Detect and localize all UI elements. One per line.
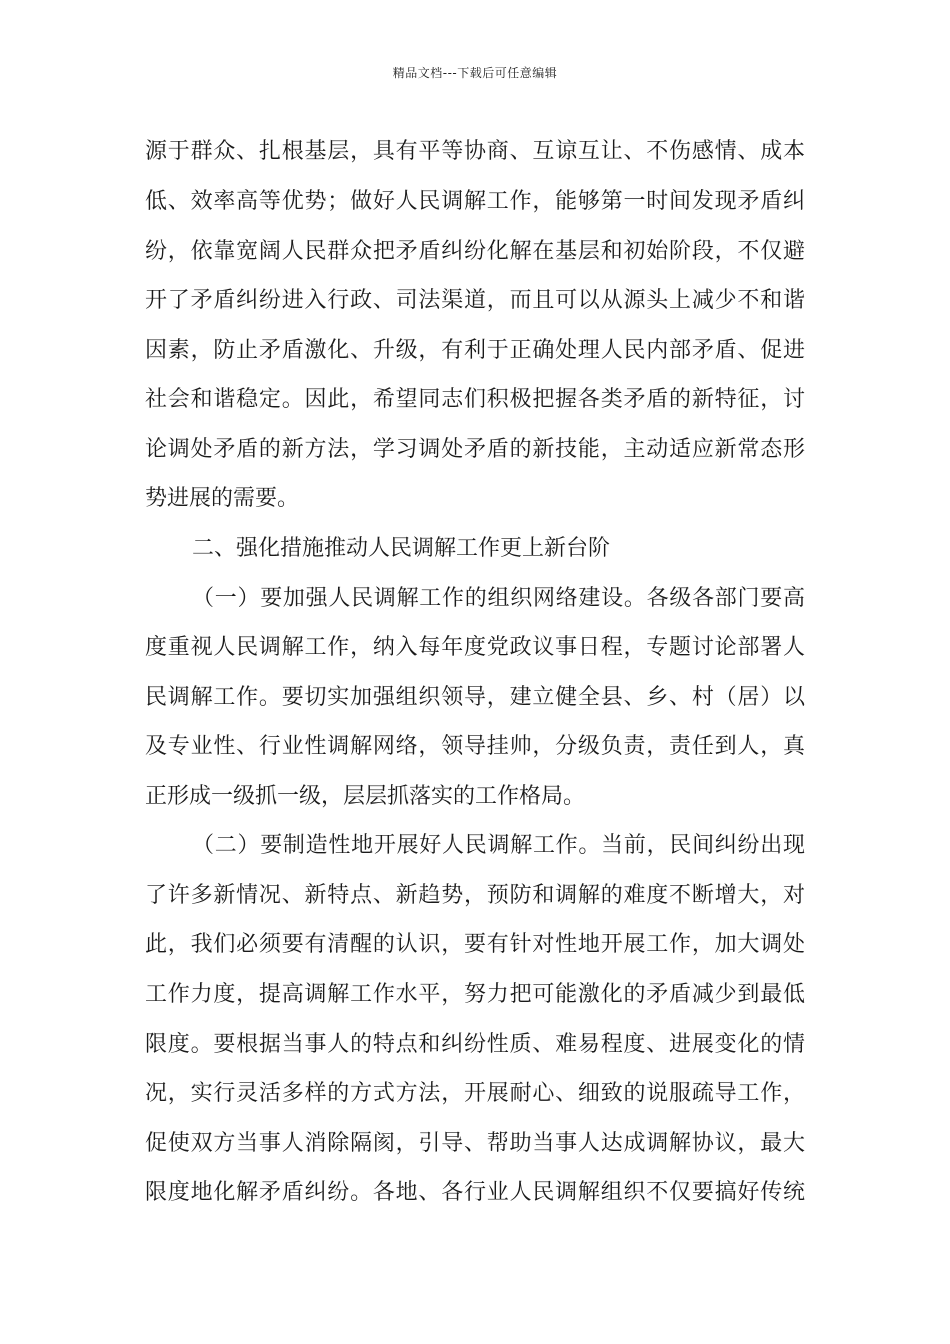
body-line: 势进展的需要。 xyxy=(145,486,300,511)
body-line: 开了矛盾纠纷进入行政、司法渠道，而且可以从源头上减少不和谐 xyxy=(145,288,805,313)
body-line: 民调解工作。要切实加强组织领导，建立健全县、乡、村（居）以 xyxy=(145,685,805,710)
body-line: 论调处矛盾的新方法，学习调处矛盾的新技能，主动适应新常态形 xyxy=(145,437,805,462)
body-line: 纷，依靠宽阔人民群众把矛盾纠纷化解在基层和初始阶段，不仅避 xyxy=(145,239,805,264)
body-line: （一）要加强人民调解工作的组织网络建设。各级各部门要高 xyxy=(192,586,805,611)
body-line: 限度地化解矛盾纠纷。各地、各行业人民调解组织不仅要搞好传统 xyxy=(145,1180,805,1205)
body-line: 促使双方当事人消除隔阂，引导、帮助当事人达成调解协议，最大 xyxy=(145,1131,805,1156)
body-line: 源于群众、扎根基层，具有平等协商、互谅互让、不伤感情、成本 xyxy=(145,139,805,164)
body-line: 及专业性、行业性调解网络，领导挂帅，分级负责，责任到人，真 xyxy=(145,734,805,759)
body-line: （二）要制造性地开展好人民调解工作。当前，民间纠纷出现 xyxy=(192,833,805,858)
section-heading: 二、强化措施推动人民调解工作更上新台阶 xyxy=(192,536,611,561)
body-line: 低、效率高等优势；做好人民调解工作，能够第一时间发现矛盾纠 xyxy=(145,189,805,214)
page-header: 精品文档---下载后可任意编辑 xyxy=(392,66,558,80)
body-line: 工作力度，提高调解工作水平，努力把可能激化的矛盾减少到最低 xyxy=(145,982,805,1007)
body-line: 度重视人民调解工作，纳入每年度党政议事日程，专题讨论部署人 xyxy=(145,635,805,660)
body-line: 因素，防止矛盾激化、升级，有利于正确处理人民内部矛盾、促进 xyxy=(145,338,805,363)
body-line: 正形成一级抓一级，层层抓落实的工作格局。 xyxy=(145,784,586,809)
body-line: 了许多新情况、新特点、新趋势，预防和调解的难度不断增大，对 xyxy=(145,883,805,908)
body-line: 社会和谐稳定。因此，希望同志们积极把握各类矛盾的新特征，讨 xyxy=(145,387,805,412)
body-line: 况，实行灵活多样的方式方法，开展耐心、细致的说服疏导工作， xyxy=(145,1081,805,1106)
body-line: 此，我们必须要有清醒的认识，要有针对性地开展工作，加大调处 xyxy=(145,932,805,957)
body-line: 限度。要根据当事人的特点和纠纷性质、难易程度、进展变化的情 xyxy=(145,1032,805,1057)
